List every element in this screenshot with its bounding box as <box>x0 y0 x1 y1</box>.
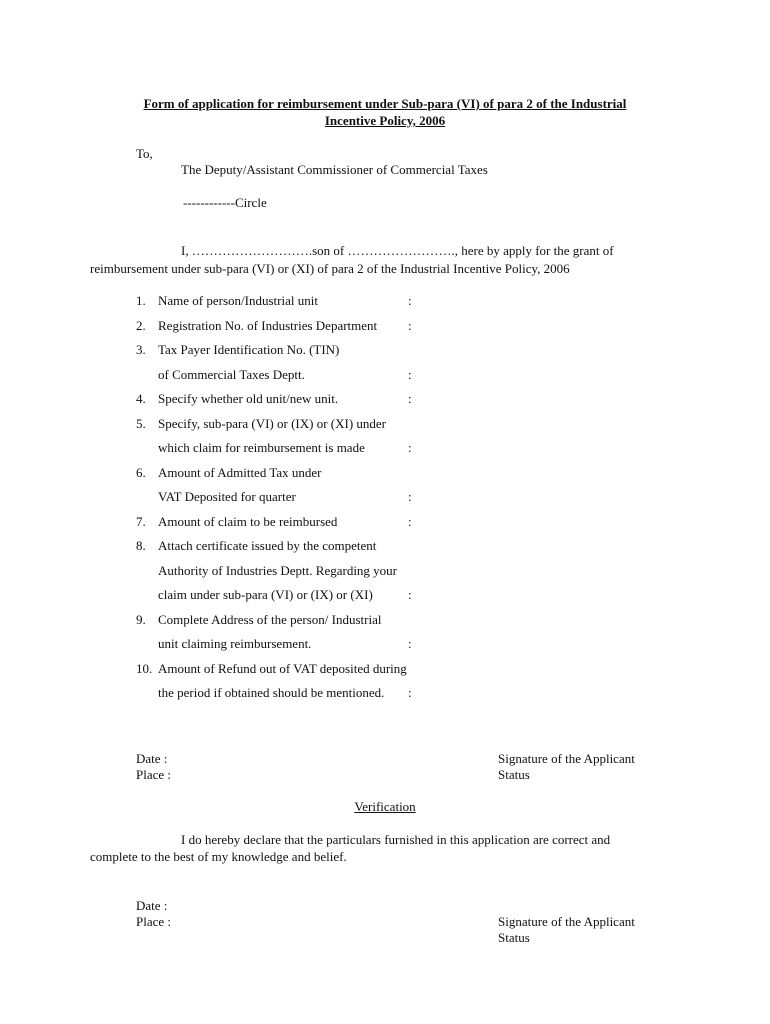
list-item <box>136 634 456 659</box>
item-text: the period if obtained should be mentioned. <box>158 685 385 700</box>
item-text: Amount of Admitted Tax under <box>158 464 322 480</box>
item-colon: : <box>408 685 412 700</box>
item-colon: : <box>408 366 412 382</box>
item-text: of Commercial Taxes Deptt. <box>158 366 305 382</box>
item-colon: : <box>408 293 412 308</box>
item-text: which claim for reimbursement is made <box>158 440 365 455</box>
list-item <box>136 512 456 537</box>
item-colon: : <box>408 489 412 504</box>
intro-line-1: I, ……………………….son of ……………………., here by apply for the grant of <box>181 243 614 258</box>
item-colon: : <box>408 587 412 602</box>
item-text: Complete Address of the person/ Industrial <box>158 611 382 627</box>
item-text: VAT Deposited for quarter <box>158 489 296 504</box>
list-item <box>136 463 456 488</box>
list-item <box>136 340 456 365</box>
item-text: Specify whether old unit/new unit. <box>158 391 339 406</box>
item-text: Registration No. of Industries Department <box>158 317 378 333</box>
place-label: Place : <box>136 767 172 782</box>
item-text: Amount of Refund out of VAT deposited during <box>158 660 407 676</box>
item-colon: : <box>408 513 412 529</box>
form-title-line-1: Form of application for reimbursement under Sub-para (VI) of para 2 of the Industrial <box>143 96 627 111</box>
item-number: 3. <box>136 342 146 357</box>
list-item <box>136 659 456 684</box>
item-text: Tax Payer Identification No. (TIN) <box>158 342 340 357</box>
item-text: Attach certificate issued by the competent <box>158 538 377 553</box>
applicant-signature-label: Signature of the Applicant <box>498 751 635 766</box>
item-number: 7. <box>136 513 146 529</box>
addressee-circle: ------------Circle <box>183 195 267 210</box>
list-item <box>136 389 456 414</box>
item-text: Name of person/Industrial unit <box>158 293 318 308</box>
list-item <box>136 561 456 586</box>
verification-signature-label: Signature of the Applicant <box>498 914 635 929</box>
item-number: 9. <box>136 611 146 627</box>
list-item <box>136 610 456 635</box>
list-item <box>136 365 456 390</box>
list-item <box>136 438 456 463</box>
verification-heading-text: Verification <box>354 799 416 814</box>
list-item <box>136 536 456 561</box>
list-item <box>136 291 456 316</box>
to-label: To, <box>136 146 153 161</box>
item-number: 8. <box>136 538 146 553</box>
intro-line-2: reimbursement under sub-para (VI) or (XI) of para 2 of the Industrial Incentive Policy, 2006 <box>90 261 570 276</box>
item-colon: : <box>408 317 412 333</box>
item-number: 2. <box>136 317 146 333</box>
item-number: 5. <box>136 415 146 431</box>
declaration-line-2: complete to the best of my knowledge and belief. <box>90 849 347 864</box>
item-text: Authority of Industries Deptt. Regarding your <box>158 562 398 578</box>
item-text: claim under sub-para (VI) or (IX) or (XI) <box>158 587 373 602</box>
verification-status-label: Status <box>498 930 530 945</box>
list-item <box>136 487 456 512</box>
declaration-line-1: I do hereby declare that the particulars furnished in this application are correct and <box>181 832 611 847</box>
item-text: Specify, sub-para (VI) or (IX) or (XI) under <box>158 415 387 431</box>
form-title-line-2: Incentive Policy, 2006 <box>324 113 446 128</box>
item-number: 10. <box>136 660 153 676</box>
applicant-status-label: Status <box>498 767 530 782</box>
item-text: Amount of claim to be reimbursed <box>158 513 338 529</box>
item-colon: : <box>408 391 412 406</box>
particulars-list <box>136 291 456 708</box>
item-number: 1. <box>136 293 146 308</box>
item-number: 4. <box>136 391 146 406</box>
form-title <box>90 95 680 129</box>
date-label: Date : <box>136 751 168 766</box>
verification-date-label: Date : <box>136 898 168 913</box>
list-item <box>136 316 456 341</box>
list-item <box>136 585 456 610</box>
item-text: unit claiming reimbursement. <box>158 636 312 651</box>
item-colon: : <box>408 440 412 455</box>
list-item <box>136 683 456 708</box>
verification-place-label: Place : <box>136 914 172 929</box>
addressee-officer: The Deputy/Assistant Commissioner of Commercial Taxes <box>181 162 488 177</box>
item-number: 6. <box>136 464 146 480</box>
item-colon: : <box>408 636 412 651</box>
verification-heading <box>0 799 770 815</box>
list-item <box>136 414 456 439</box>
